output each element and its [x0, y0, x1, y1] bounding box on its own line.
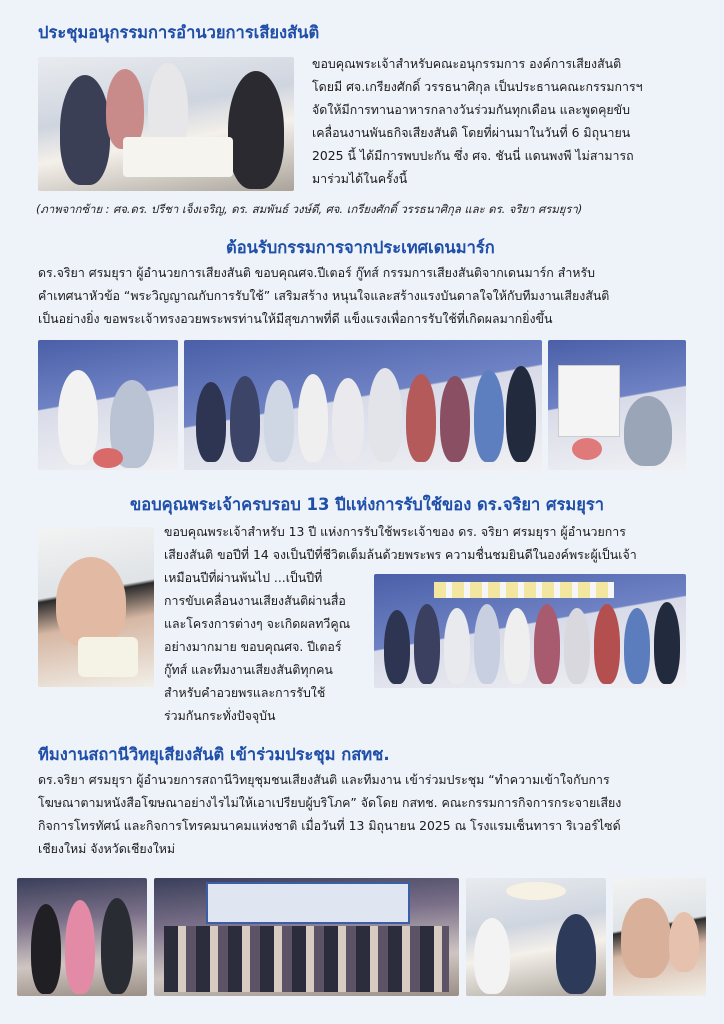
nbtc-meeting-photo-3	[466, 878, 606, 996]
section1-line: มาร่วมได้ในครั้งนี้	[312, 171, 408, 186]
section1-line: ขอบคุณพระเจ้าสำหรับคณะอนุกรรมการ องค์การเสียงสันติ	[312, 56, 622, 71]
section3-line: เสียงสันติ ขอปีที่ 14 จงเป็นปีที่ชีวิตเต็มล้นด้วยพระพร ความชื่นชมยินดีในองค์พระผู้เป็นเจ้า	[164, 547, 637, 562]
dr-jariya-portrait-photo	[38, 527, 154, 687]
section2-line: ดร.จริยา ศรมยุรา ผู้อำนวยการเสียงสันติ ขอบคุณศจ.ปีเตอร์ กู๊ทส์ กรรมการเสียงสันติจากเดนมาร์ก สำหรับ	[38, 265, 595, 280]
section1-line: 2025 นี้ ได้มีการพบปะกัน ซึ่ง ศจ. ชันนี่ แดนพงพี ไม่สามารถ	[312, 148, 634, 163]
section4-line: โฆษณาตามหนังสือโฆษณาอย่างไรไม่ให้เอาเปรียบผู้บริโภค” จัดโดย กสทช. คณะกรรมการกิจการกระจายเสียง	[38, 795, 622, 810]
section4-line: ดร.จริยา ศรมยุรา ผู้อำนวยการสถานีวิทยุชุมชนเสียงสันติ และทีมงาน เข้าร่วมประชุม “ทำความเข้าใจกับการ	[38, 772, 610, 787]
section3-line: อย่างมากมาย ขอบคุณศจ. ปีเตอร์	[164, 639, 342, 654]
section4-heading: ทีมงานสถานีวิทยุเสียงสันติ เข้าร่วมประชุม กสทช.	[38, 745, 390, 764]
section2-text	[38, 261, 698, 330]
section1-line: เคลื่อนงานพันธกิจเสียงสันติ โดยที่ผ่านมาในวันที่ 6 มิถุนายน	[312, 125, 631, 140]
section3-heading: ขอบคุณพระเจ้าครบรอบ 13 ปีแห่งการรับใช้ของ ดร.จริยา ศรมยุรา	[130, 495, 605, 514]
section3-line: ขอบคุณพระเจ้าสำหรับ 13 ปี แห่งการรับใช้พระเจ้าของ ดร. จริยา ศรมยุรา ผู้อำนวยการ	[164, 524, 626, 539]
section1-line: โดยมี ศจ.เกรียงศักดิ์ วรรธนาศิกุล เป็นประธานคณะกรรมการฯ	[312, 79, 643, 94]
section4-line: กิจการโทรทัศน์ และกิจการโทรคมนาคมแห่งชาติ เมื่อวันที่ 13 มิถุนายน 2025 ณ โรงแรมเซ็นทารา ริเวอร์ไซด์	[38, 818, 621, 833]
nbtc-meeting-photo-1	[17, 878, 147, 996]
denmark-visit-photo-3	[548, 340, 686, 470]
section3-line: สำหรับคำอวยพรและการรับใช้	[164, 685, 326, 700]
section2-line: คำเทศนาหัวข้อ “พระวิญญาณกับการรับใช้” เสริมสร้าง หนุนใจและสร้างแรงบันดาลใจให้กับทีมงานเสียงสันติ	[38, 288, 610, 303]
section4-text	[38, 768, 708, 860]
section3-line: การขับเคลื่อนงานเสียงสันติผ่านสื่อ	[164, 593, 346, 608]
denmark-visit-group-photo	[184, 340, 542, 470]
nbtc-meeting-selfie-photo	[613, 878, 706, 996]
nbtc-meeting-group-photo	[154, 878, 459, 996]
section1-text	[312, 52, 712, 190]
section1-line: จัดให้มีการทานอาหารกลางวันร่วมกันทุกเดือน และพูดคุยขับ	[312, 102, 630, 117]
section1-heading: ประชุมอนุกรรมการอำนวยการเสียงสันติ	[38, 23, 320, 42]
section3-line: เหมือนปีที่ผ่านพ้นไป ...เป็นปีที่	[164, 570, 323, 585]
section1-caption: (ภาพจากซ้าย : ศจ.ดร. ปรีชา เจ็งเจริญ, ดร. สมพันธ์ วงษ์ดี, ศจ. เกรียงศักดิ์ วรรธนาศิกุล และ ดร. จริยา ศรมยุรา)	[36, 203, 583, 216]
section2-line: เป็นอย่างยิ่ง ขอพระเจ้าทรงอวยพระพรท่านให้มีสุขภาพที่ดี แข็งแรงเพื่อการรับใช้ที่เกิดผลมากยิ่งขึ้น	[38, 311, 553, 326]
section3-line: ร่วมกันกระทั่งปัจจุบัน	[164, 708, 276, 723]
section4-line: เชียงใหม่ จังหวัดเชียงใหม่	[38, 841, 176, 856]
section2-heading: ต้อนรับกรรมการจากประเทศเดนมาร์ก	[226, 238, 495, 257]
committee-lunch-photo	[38, 57, 294, 191]
section3-text-side	[164, 566, 369, 727]
section3-text-top	[164, 520, 704, 566]
section3-line: และโครงการต่างๆ จะเกิดผลทวีคูณ	[164, 616, 351, 631]
denmark-visit-photo-1	[38, 340, 178, 470]
anniversary-group-photo	[374, 574, 686, 688]
section3-line: กู๊ทส์ และทีมงานเสียงสันติทุกคน	[164, 662, 333, 677]
